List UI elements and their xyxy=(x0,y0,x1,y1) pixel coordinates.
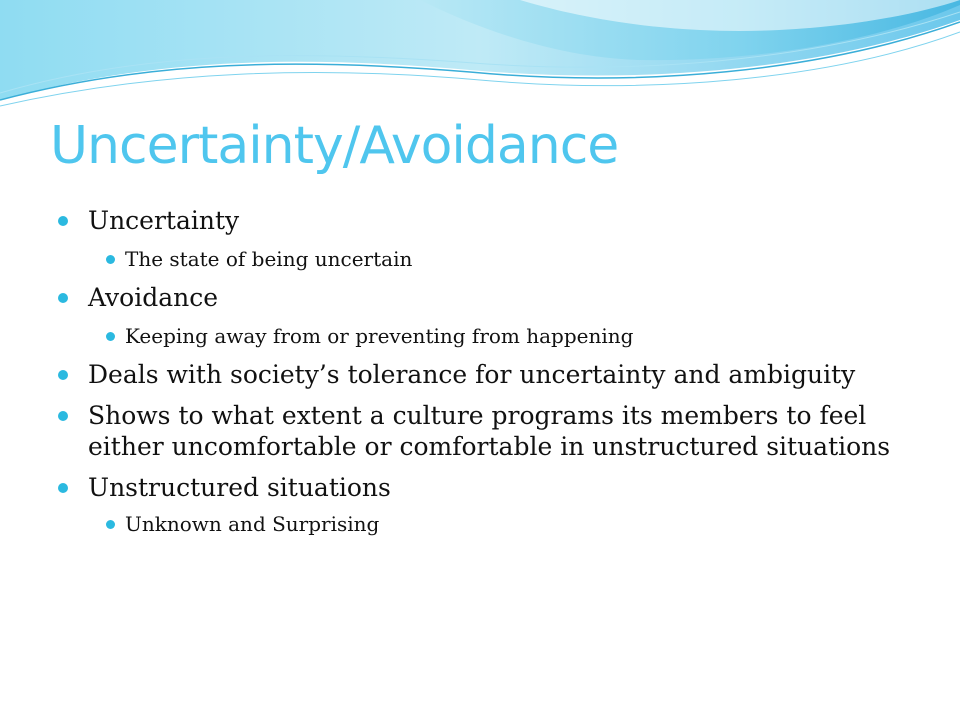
bullet-dot-icon xyxy=(106,332,115,341)
bullet-dot-icon xyxy=(58,216,68,226)
bullet-dot-icon xyxy=(106,520,115,529)
bullet-dot-icon xyxy=(58,411,68,421)
list-item xyxy=(58,359,908,390)
list-item xyxy=(58,205,908,236)
header-wave-decoration xyxy=(0,0,960,120)
list-item xyxy=(58,323,908,349)
bullet-text: Avoidance xyxy=(88,283,219,312)
bullet-text: Shows to what extent a culture programs its members to feel either uncomfortable or comfortable in unstructured situations xyxy=(88,401,891,461)
bullet-text: Unstructured situations xyxy=(88,473,391,502)
bullet-list xyxy=(58,205,908,547)
bullet-dot-icon xyxy=(58,370,68,380)
bullet-text: The state of being uncertain xyxy=(125,247,413,271)
list-item xyxy=(58,246,908,272)
list-item xyxy=(58,282,908,313)
bullet-dot-icon xyxy=(58,483,68,493)
bullet-text: Unknown and Surprising xyxy=(125,512,380,536)
bullet-text: Deals with society’s tolerance for uncertainty and ambiguity xyxy=(88,360,856,389)
bullet-dot-icon xyxy=(58,293,68,303)
bullet-text: Keeping away from or preventing from happening xyxy=(125,324,634,348)
bullet-dot-icon xyxy=(106,255,115,264)
slide-title: Uncertainty/Avoidance xyxy=(50,116,619,176)
list-item xyxy=(58,472,908,503)
list-item xyxy=(58,511,908,537)
list-item xyxy=(58,400,908,462)
bullet-text: Uncertainty xyxy=(88,206,240,235)
